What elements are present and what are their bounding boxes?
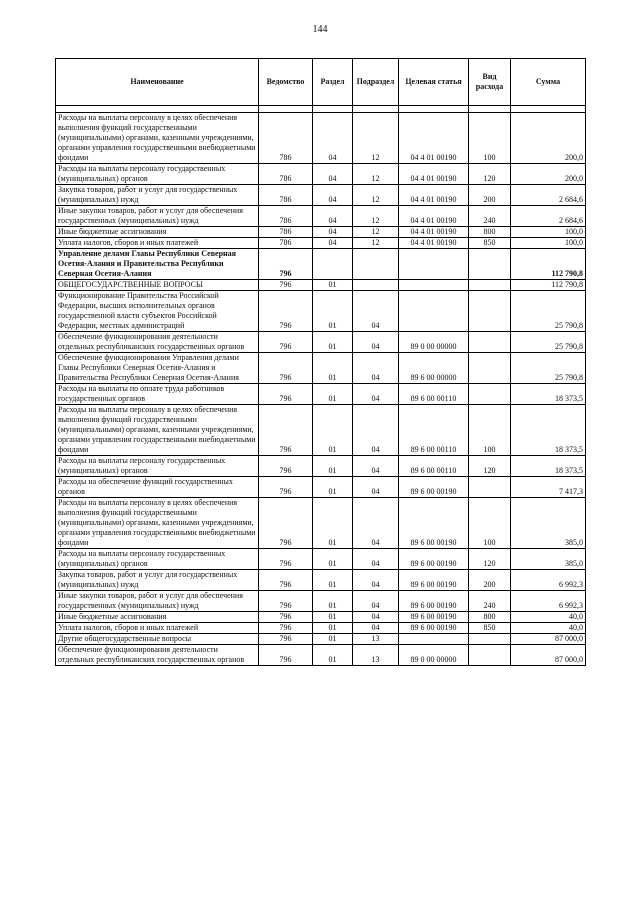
cell-dept: 796 (259, 249, 313, 280)
cell-sum: 100,0 (511, 238, 586, 249)
cell-subsection: 04 (353, 498, 399, 549)
cell-type: 100 (469, 113, 511, 164)
cell-target: 89 0 00 00000 (399, 332, 469, 353)
cell-subsection: 12 (353, 113, 399, 164)
cell-target: 89 6 00 00190 (399, 498, 469, 549)
cell-subsection: 12 (353, 238, 399, 249)
cell-type (469, 291, 511, 332)
cell-section: 01 (313, 353, 353, 384)
header-sum: Сумма (511, 59, 586, 106)
cell-section: 04 (313, 164, 353, 185)
cell-type: 100 (469, 498, 511, 549)
table-row (56, 384, 586, 405)
cell-type: 800 (469, 612, 511, 623)
cell-name: Уплата налогов, сборов и иных платежей (56, 238, 259, 249)
cell-dept: 786 (259, 238, 313, 249)
cell-section: 01 (313, 498, 353, 549)
cell-section: 01 (313, 405, 353, 456)
cell-subsection: 13 (353, 634, 399, 645)
table-row (56, 238, 586, 249)
cell-type (469, 477, 511, 498)
cell-dept: 796 (259, 353, 313, 384)
cell-target: 04 4 01 00190 (399, 164, 469, 185)
cell-target: 89 6 00 00190 (399, 477, 469, 498)
cell-type: 120 (469, 456, 511, 477)
cell-section: 01 (313, 591, 353, 612)
cell-target: 04 4 01 00190 (399, 185, 469, 206)
cell-name: Расходы на выплаты персоналу в целях обеспечения выполнения функций государственными (муниципальными) органами, казенными учреждениями, органами управления государственными внебюджетными фондами (56, 113, 259, 164)
table-row (56, 570, 586, 591)
cell-target: 89 6 00 00190 (399, 549, 469, 570)
cell-target (399, 291, 469, 332)
cell-name: Обеспечение функционирования деятельности отдельных республиканских государственных органов (56, 645, 259, 666)
cell-dept: 796 (259, 384, 313, 405)
cell-subsection: 04 (353, 549, 399, 570)
cell-target: 89 0 00 00000 (399, 645, 469, 666)
cell-type (469, 645, 511, 666)
cell-sum: 112 790,8 (511, 249, 586, 280)
table-row (56, 591, 586, 612)
cell-type: 240 (469, 206, 511, 227)
cell-sum: 25 790,8 (511, 353, 586, 384)
table-header-row (56, 59, 586, 106)
cell-name: Расходы на выплаты персоналу в целях обеспечения выполнения функций государственными (муниципальными) органами, казенными учреждениями, органами управления государственными внебюджетными фондами (56, 498, 259, 549)
cell-section: 04 (313, 227, 353, 238)
cell-dept: 786 (259, 227, 313, 238)
cell-section: 01 (313, 645, 353, 666)
cell-section: 04 (313, 206, 353, 227)
cell-subsection: 12 (353, 227, 399, 238)
cell-sum: 7 417,3 (511, 477, 586, 498)
cell-name: Другие общегосударственные вопросы (56, 634, 259, 645)
cell-dept: 796 (259, 280, 313, 291)
table-row (56, 456, 586, 477)
cell-dept: 796 (259, 612, 313, 623)
cell-sum: 25 790,8 (511, 332, 586, 353)
cell-dept: 796 (259, 570, 313, 591)
header-section: Раздел (313, 59, 353, 106)
cell-sum: 385,0 (511, 498, 586, 549)
cell-name: Расходы на выплаты персоналу государственных (муниципальных) органов (56, 549, 259, 570)
cell-sum: 200,0 (511, 113, 586, 164)
cell-type: 120 (469, 164, 511, 185)
cell-sum: 87 000,0 (511, 634, 586, 645)
cell-sum: 6 992,3 (511, 591, 586, 612)
cell-type: 850 (469, 238, 511, 249)
cell-sum: 18 373,5 (511, 456, 586, 477)
cell-section: 04 (313, 238, 353, 249)
cell-sum: 6 992,3 (511, 570, 586, 591)
cell-sum: 87 000,0 (511, 645, 586, 666)
cell-name: Иные бюджетные ассигнования (56, 612, 259, 623)
cell-target: 89 6 00 00190 (399, 591, 469, 612)
spacer-row (56, 106, 586, 113)
cell-target (399, 280, 469, 291)
cell-subsection: 12 (353, 164, 399, 185)
cell-type (469, 634, 511, 645)
table-row (56, 332, 586, 353)
cell-type: 240 (469, 591, 511, 612)
cell-name: Обеспечение функционирования деятельности отдельных республиканских государственных органов (56, 332, 259, 353)
cell-subsection: 04 (353, 570, 399, 591)
cell-type: 200 (469, 570, 511, 591)
cell-name: Расходы на выплаты персоналу государственных (муниципальных) органов (56, 164, 259, 185)
cell-dept: 786 (259, 164, 313, 185)
cell-dept: 796 (259, 591, 313, 612)
page-number: 144 (312, 24, 328, 35)
cell-target: 04 4 01 00190 (399, 206, 469, 227)
cell-section: 01 (313, 280, 353, 291)
cell-dept: 796 (259, 634, 313, 645)
cell-name: Управление делами Главы Республики Северная Осетия-Алания и Правительства Республики Северная Осетия-Алания (56, 249, 259, 280)
cell-section: 01 (313, 570, 353, 591)
cell-type (469, 384, 511, 405)
cell-name: Закупка товаров, работ и услуг для государственных (муниципальных) нужд (56, 570, 259, 591)
cell-sum: 18 373,5 (511, 405, 586, 456)
table-row (56, 185, 586, 206)
cell-name: Расходы на выплаты по оплате труда работников государственных органов (56, 384, 259, 405)
cell-name: Расходы на выплаты персоналу государственных (муниципальных) органов (56, 456, 259, 477)
cell-subsection: 04 (353, 591, 399, 612)
cell-subsection: 04 (353, 456, 399, 477)
cell-subsection: 04 (353, 612, 399, 623)
cell-type (469, 280, 511, 291)
header-subsection: Подраздел (353, 59, 399, 106)
cell-type: 200 (469, 185, 511, 206)
cell-name: Уплата налогов, сборов и иных платежей (56, 623, 259, 634)
cell-name: Функционирование Правительства Российской Федерации, высших исполнительных органов государственной власти субъектов Российской Федерации, местных администраций (56, 291, 259, 332)
cell-sum: 200,0 (511, 164, 586, 185)
cell-subsection: 04 (353, 384, 399, 405)
cell-subsection: 04 (353, 291, 399, 332)
cell-subsection: 13 (353, 645, 399, 666)
table-row (56, 612, 586, 623)
cell-subsection: 04 (353, 332, 399, 353)
cell-section: 01 (313, 634, 353, 645)
cell-target: 89 6 00 00190 (399, 570, 469, 591)
cell-target (399, 249, 469, 280)
cell-type (469, 353, 511, 384)
cell-sum: 385,0 (511, 549, 586, 570)
cell-subsection: 04 (353, 623, 399, 634)
cell-name: Иные бюджетные ассигнования (56, 227, 259, 238)
cell-dept: 786 (259, 113, 313, 164)
cell-subsection (353, 249, 399, 280)
cell-dept: 796 (259, 645, 313, 666)
cell-sum: 40,0 (511, 612, 586, 623)
cell-name: Расходы на выплаты персоналу в целях обеспечения выполнения функций государственными (муниципальными) органами, казенными учреждениями, органами управления государственными внебюджетными фондами (56, 405, 259, 456)
table-row (56, 645, 586, 666)
cell-target (399, 634, 469, 645)
cell-dept: 796 (259, 405, 313, 456)
cell-type (469, 332, 511, 353)
cell-subsection: 04 (353, 353, 399, 384)
cell-subsection: 12 (353, 185, 399, 206)
cell-target: 89 6 00 00190 (399, 612, 469, 623)
cell-sum: 2 684,6 (511, 185, 586, 206)
cell-dept: 796 (259, 332, 313, 353)
cell-target: 89 6 00 00110 (399, 384, 469, 405)
budget-table (55, 58, 586, 666)
cell-name: Обеспечение функционирования Управления делами Главы Республики Северная Осетия-Алания и Правительства Республики Северная Осетия-Алания (56, 353, 259, 384)
cell-dept: 796 (259, 498, 313, 549)
cell-type: 120 (469, 549, 511, 570)
cell-target: 89 6 00 00110 (399, 456, 469, 477)
cell-subsection: 04 (353, 405, 399, 456)
cell-dept: 786 (259, 206, 313, 227)
cell-section: 01 (313, 549, 353, 570)
cell-section: 01 (313, 291, 353, 332)
table-row (56, 623, 586, 634)
header-type: Вид расхода (469, 59, 511, 106)
cell-section: 01 (313, 477, 353, 498)
cell-section: 01 (313, 623, 353, 634)
cell-subsection: 04 (353, 477, 399, 498)
cell-subsection: 12 (353, 206, 399, 227)
cell-sum: 100,0 (511, 227, 586, 238)
cell-type: 800 (469, 227, 511, 238)
cell-dept: 796 (259, 549, 313, 570)
cell-sum: 25 790,8 (511, 291, 586, 332)
cell-dept: 796 (259, 623, 313, 634)
cell-target: 04 4 01 00190 (399, 227, 469, 238)
cell-type: 850 (469, 623, 511, 634)
cell-sum: 2 684,6 (511, 206, 586, 227)
header-target: Целевая статья (399, 59, 469, 106)
cell-sum: 112 790,8 (511, 280, 586, 291)
cell-dept: 796 (259, 291, 313, 332)
cell-target: 89 6 00 00110 (399, 405, 469, 456)
header-name: Наименование (56, 59, 259, 106)
cell-dept: 796 (259, 456, 313, 477)
table-row (56, 227, 586, 238)
cell-name: Иные закупки товаров, работ и услуг для обеспечения государственных (муниципальных) нужд (56, 591, 259, 612)
cell-target: 04 4 01 00190 (399, 113, 469, 164)
cell-name: Закупка товаров, работ и услуг для государственных (муниципальных) нужд (56, 185, 259, 206)
table-row (56, 249, 586, 280)
table-row (56, 291, 586, 332)
cell-target: 04 4 01 00190 (399, 238, 469, 249)
cell-target: 89 6 00 00190 (399, 623, 469, 634)
cell-section (313, 249, 353, 280)
cell-section: 01 (313, 456, 353, 477)
table-row (56, 498, 586, 549)
table-row (56, 353, 586, 384)
cell-sum: 18 373,5 (511, 384, 586, 405)
cell-name: ОБЩЕГОСУДАРСТВЕННЫЕ ВОПРОСЫ (56, 280, 259, 291)
cell-subsection (353, 280, 399, 291)
table-row (56, 549, 586, 570)
cell-type (469, 249, 511, 280)
cell-target: 89 6 00 00000 (399, 353, 469, 384)
cell-section: 04 (313, 185, 353, 206)
cell-type: 100 (469, 405, 511, 456)
table-body (56, 106, 586, 666)
table-row (56, 164, 586, 185)
table-row (56, 634, 586, 645)
cell-section: 01 (313, 384, 353, 405)
cell-name: Иные закупки товаров, работ и услуг для обеспечения государственных (муниципальных) нужд (56, 206, 259, 227)
cell-section: 01 (313, 612, 353, 623)
cell-section: 04 (313, 113, 353, 164)
cell-sum: 40,0 (511, 623, 586, 634)
cell-section: 01 (313, 332, 353, 353)
table-row (56, 405, 586, 456)
cell-name: Расходы на обеспечение функций государственных органов (56, 477, 259, 498)
cell-dept: 796 (259, 477, 313, 498)
cell-dept: 786 (259, 185, 313, 206)
table-row (56, 477, 586, 498)
table-row (56, 113, 586, 164)
table-row (56, 206, 586, 227)
table-row (56, 280, 586, 291)
header-dept: Ведомство (259, 59, 313, 106)
